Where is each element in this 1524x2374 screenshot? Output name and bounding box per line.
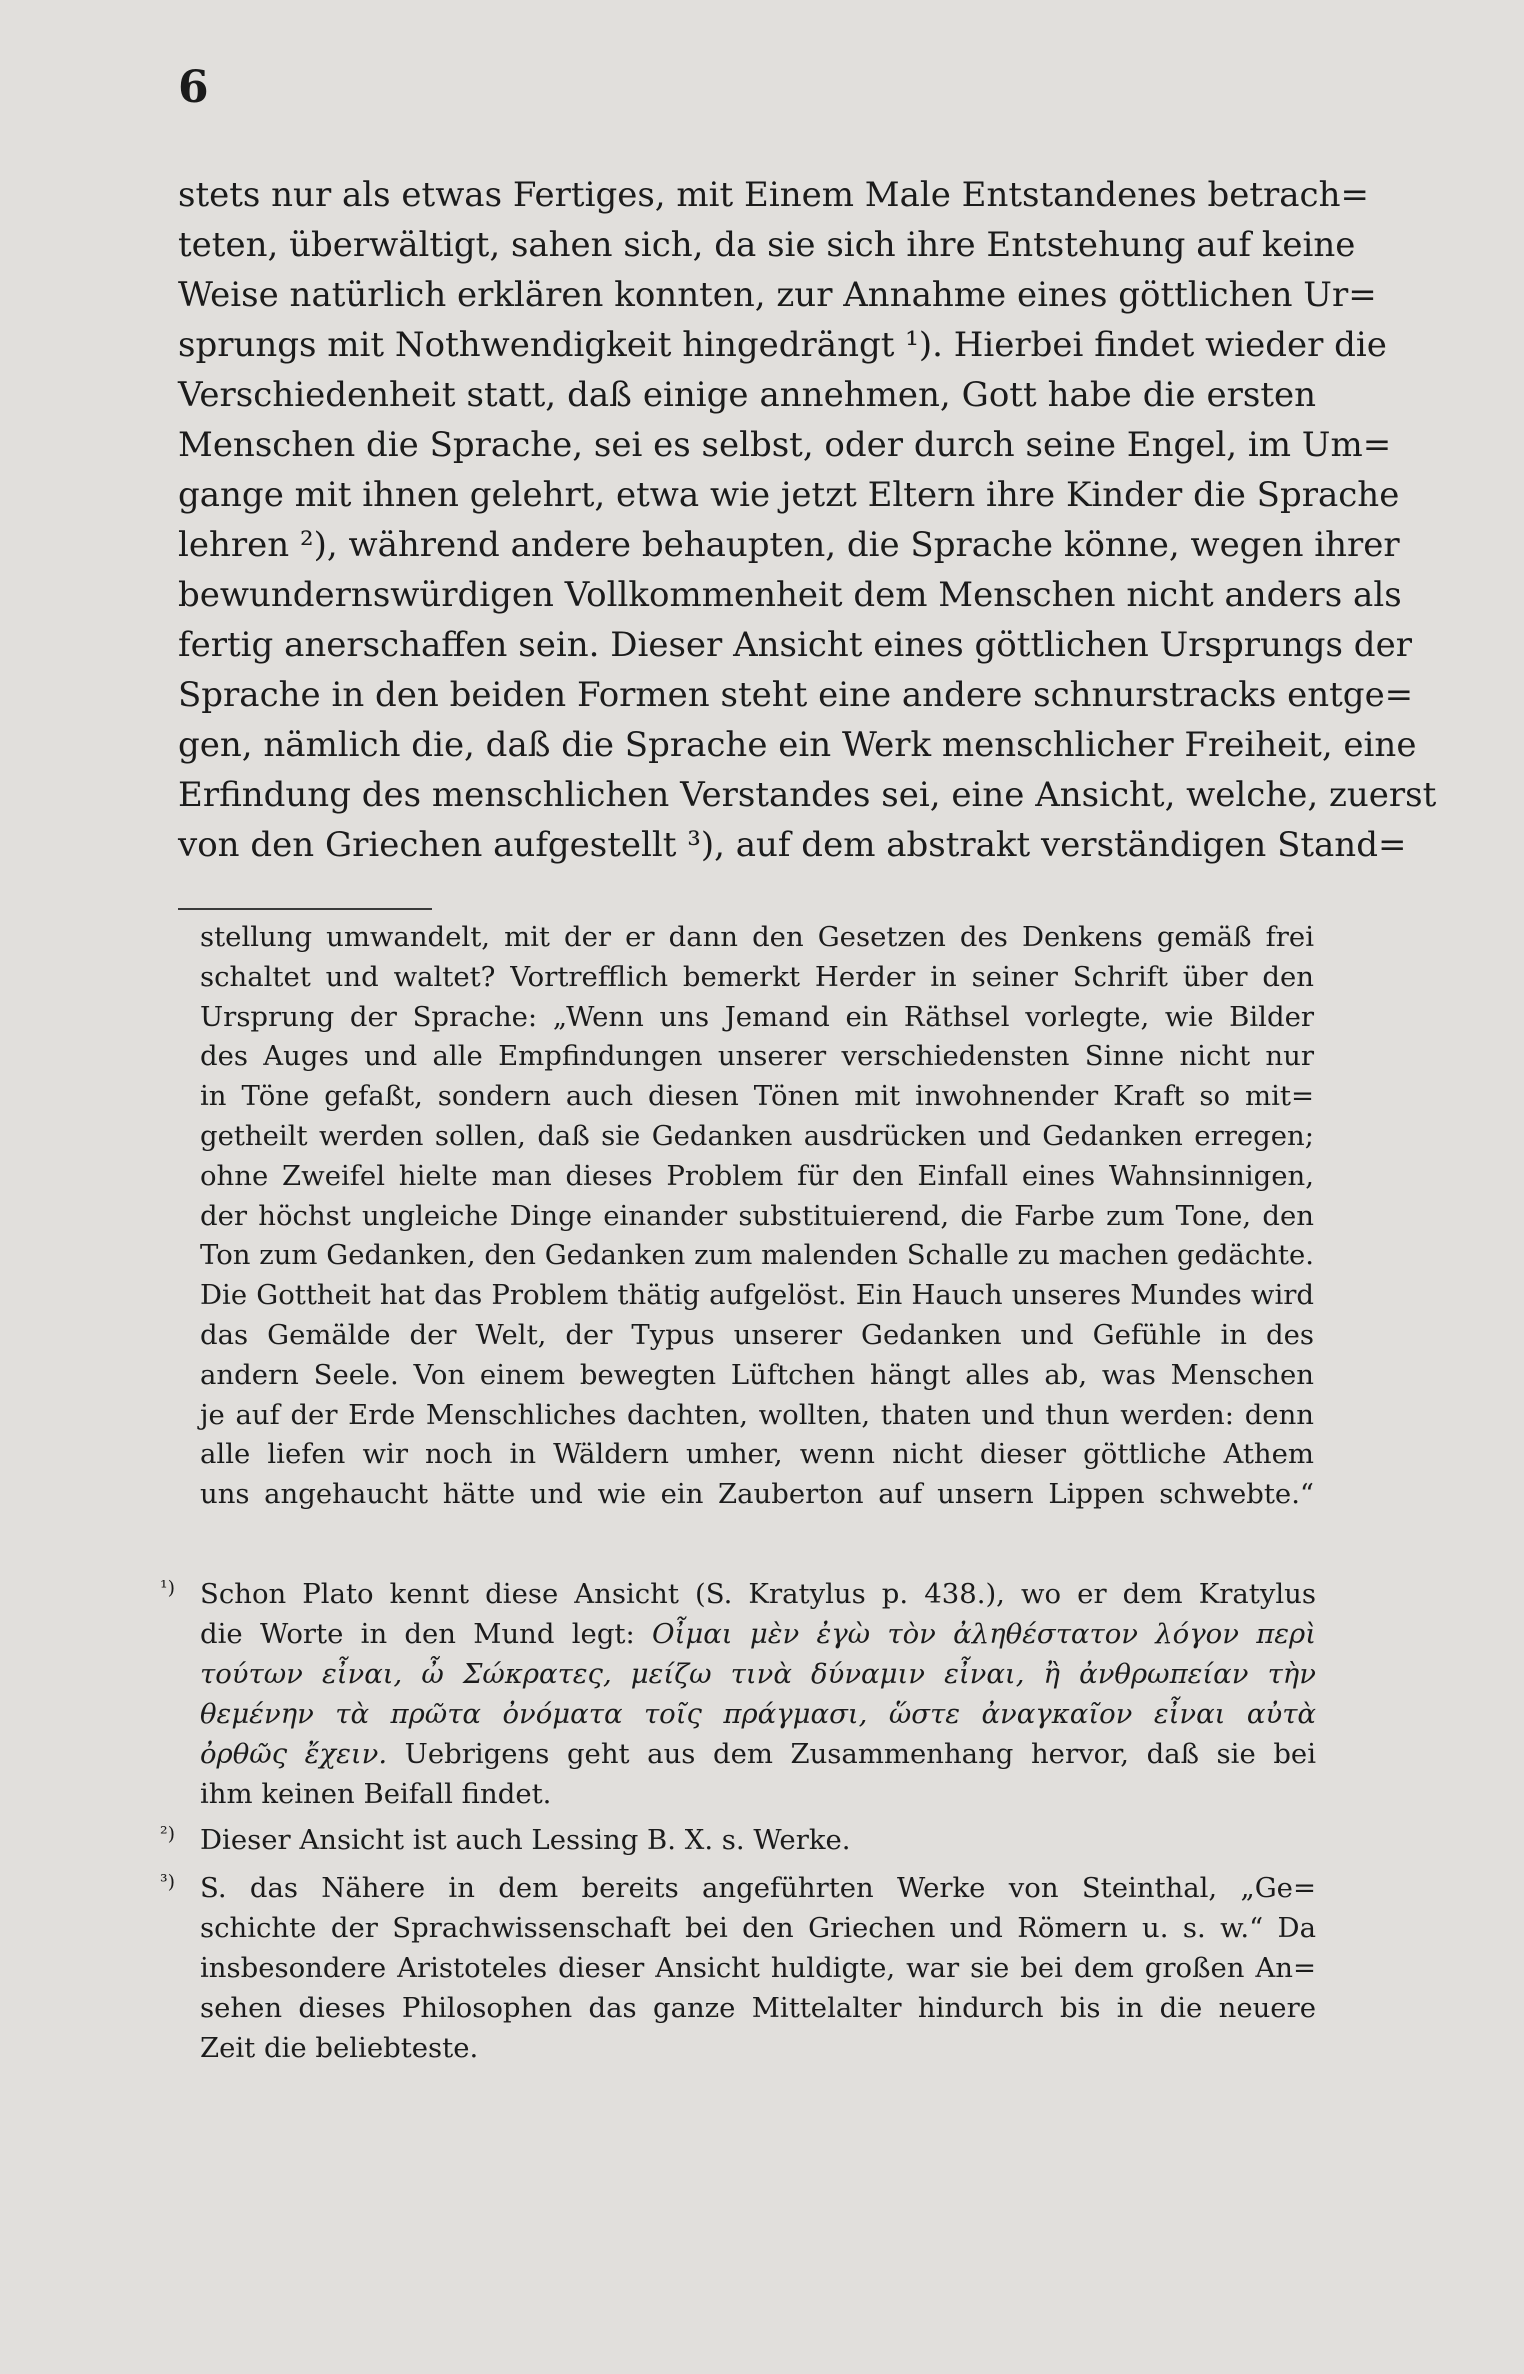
continued-line: uns angehaucht hätte und wie ein Zauberton auf unsern Lippen schwebte.“ — [200, 1478, 1314, 1511]
continued-line: je auf der Erde Menschliches dachten, wollten, thaten und thun werden: denn — [200, 1398, 1314, 1431]
continued-line: ohne Zweifel hielte man dieses Problem für den Einfall eines Wahnsinnigen, — [200, 1159, 1314, 1192]
main-line: Menschen die Sprache, sei es selbst, oder durch seine Engel, im Um= — [178, 425, 1392, 465]
continued-line: des Auges und alle Empfindungen unserer verschiedensten Sinne nicht nur — [200, 1040, 1314, 1073]
footnote-marker: ¹) — [160, 1577, 176, 1599]
continued-line: der höchst ungleiche Dinge einander substituierend, die Farbe zum Tone, den — [200, 1199, 1314, 1232]
page-number: 6 — [178, 62, 209, 113]
main-line: gange mit ihnen gelehrt, etwa wie jetzt Eltern ihre Kinder die Sprache — [178, 475, 1400, 515]
footnote-line — [200, 1614, 1316, 1654]
main-line: Erfindung des menschlichen Verstandes sei, eine Ansicht, welche, zuerst — [178, 775, 1437, 815]
greek-quote: Οἶμαι μὲν ἐγὼ τὸν ἀληθέστατον λόγον περὶ — [652, 1618, 1316, 1650]
continued-line: schaltet und waltet? Vortrefflich bemerkt Herder in seiner Schrift über den — [200, 960, 1314, 993]
continued-footnote-block — [200, 918, 1314, 1515]
continued-line: getheilt werden sollen, daß sie Gedanken ausdrücken und Gedanken erregen; — [200, 1119, 1314, 1152]
footnote-marker: ³) — [160, 1871, 176, 1893]
footnote-divider — [178, 908, 432, 910]
main-line: Verschiedenheit statt, daß einige annehmen, Gott habe die ersten — [178, 375, 1316, 415]
footnote-text: die Worte in den Mund legt: — [200, 1618, 653, 1650]
footnote-line: ihm keinen Beifall findet. — [200, 1778, 552, 1810]
footnote-line: Schon Plato kennt diese Ansicht (S. Kratylus p. 438.), wo er dem Kratylus — [200, 1578, 1316, 1610]
footnote-1 — [160, 1574, 1316, 1814]
main-line: teten, überwältigt, sahen sich, da sie sich ihre Entstehung auf keine — [178, 225, 1356, 265]
footnote-line: Zeit die beliebteste. — [200, 2032, 479, 2064]
footnote-2 — [160, 1820, 1316, 1860]
continued-line: Ursprung der Sprache: „Wenn uns Jemand ein Räthsel vorlegte, wie Bilder — [200, 1000, 1314, 1033]
main-line: bewundernswürdigen Vollkommenheit dem Menschen nicht anders als — [178, 575, 1402, 615]
footnote-line: schichte der Sprachwissenschaft bei den Griechen und Römern u. s. w.“ Da — [200, 1912, 1316, 1944]
continued-line: alle liefen wir noch in Wäldern umher, wenn nicht dieser göttliche Athem — [200, 1438, 1314, 1471]
continued-line: in Töne gefaßt, sondern auch diesen Tönen mit inwohnender Kraft so mit= — [200, 1080, 1314, 1113]
main-line: gen, nämlich die, daß die Sprache ein Werk menschlicher Freiheit, eine — [178, 725, 1417, 765]
main-line: fertig anerschaffen sein. Dieser Ansicht eines göttlichen Ursprungs der — [178, 625, 1412, 665]
main-line: Sprache in den beiden Formen steht eine andere schnurstracks entge= — [178, 675, 1414, 715]
continued-line: stellung umwandelt, mit der er dann den Gesetzen des Denkens gemäß frei — [200, 921, 1314, 953]
footnote-3 — [160, 1868, 1316, 2068]
continued-line: Ton zum Gedanken, den Gedanken zum malenden Schalle zu machen gedächte. — [200, 1239, 1314, 1272]
main-line: stets nur als etwas Fertiges, mit Einem Male Entstandenes betrach= — [178, 175, 1369, 215]
main-line: sprungs mit Nothwendigkeit hingedrängt ¹). Hierbei findet wieder die — [178, 325, 1387, 365]
greek-quote: ὀρθῶς ἔχειν. — [200, 1738, 388, 1770]
main-text-block — [178, 170, 1437, 870]
main-line: von den Griechen aufgestellt ³), auf dem abstrakt verständigen Stand= — [178, 825, 1407, 865]
greek-quote-line: θεμένην τὰ πρῶτα ὀνόματα τοῖς πράγμασι, ὥστε ἀναγκαῖον εἶναι αὐτὰ — [200, 1698, 1316, 1730]
footnote-line: S. das Nähere in dem bereits angeführten Werke von Steinthal, „Ge= — [200, 1872, 1316, 1904]
continued-line: andern Seele. Von einem bewegten Lüftchen hängt alles ab, was Menschen — [200, 1358, 1314, 1391]
greek-quote-line: τούτων εἶναι, ὦ Σώκρατες, μείζω τινὰ δύναμιν εἶναι, ἢ ἀνθρωπείαν τὴν — [200, 1658, 1316, 1690]
main-line: Weise natürlich erklären konnten, zur Annahme eines göttlichen Ur= — [178, 275, 1377, 315]
continued-line: Die Gottheit hat das Problem thätig aufgelöst. Ein Hauch unseres Mundes wird — [200, 1279, 1314, 1312]
footnote-line: insbesondere Aristoteles dieser Ansicht huldigte, war sie bei dem großen An= — [200, 1952, 1316, 1984]
footnote-line — [200, 1734, 1316, 1774]
footnote-marker: ²) — [160, 1823, 176, 1845]
footnote-text: Uebrigens geht aus dem Zusammenhang hervor, daß sie bei — [387, 1738, 1316, 1770]
continued-line: das Gemälde der Welt, der Typus unserer Gedanken und Gefühle in des — [200, 1318, 1314, 1351]
footnote-line: sehen dieses Philosophen das ganze Mittelalter hindurch bis in die neuere — [200, 1992, 1316, 2024]
footnotes-section — [160, 1574, 1316, 2068]
main-line: lehren ²), während andere behaupten, die Sprache könne, wegen ihrer — [178, 525, 1400, 565]
footnote-line: Dieser Ansicht ist auch Lessing B. X. s. Werke. — [200, 1824, 851, 1856]
